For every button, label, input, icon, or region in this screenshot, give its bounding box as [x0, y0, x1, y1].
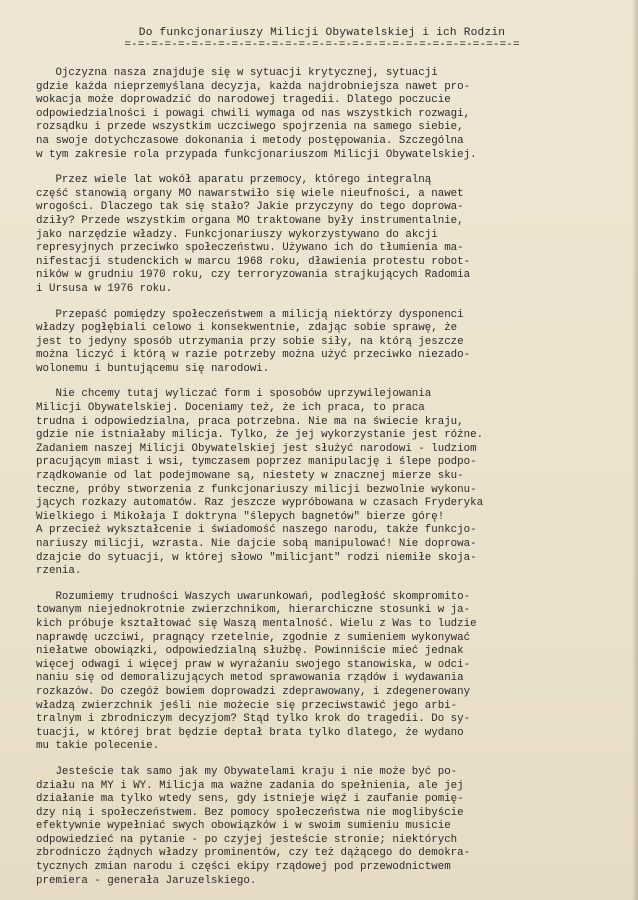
- text-line: wokacja może doprowadzić do narodowej tragedii. Dlatego poczucie: [36, 94, 451, 107]
- text-line: Ojczyzna nasza znajduje się w sytuacji krytycznej, sytuacji: [36, 67, 438, 79]
- text-line: działu na MY i WY. Milicja ma ważne zadania do spełnienia, ale jej: [36, 779, 464, 792]
- text-line: premiera - generała Jaruzelskiego.: [36, 874, 257, 887]
- text-line: Milicji Obywatelskiej. Doceniamy też, że ich praca, to praca: [36, 402, 425, 415]
- text-line: dziły? Przede wszystkim organa MO traktowane były instrumentalnie,: [36, 214, 464, 227]
- text-line: Wielkiego i Mikołaja I doktryna "ślepych bagnetów" bierze górę!: [36, 510, 445, 523]
- text-line: dzy nią i społeczeństwem. Bez pomocy społeczeństwa nie moglibyście: [36, 806, 464, 819]
- paragraph-3: [36, 309, 608, 377]
- title-underline: =-=-=-=-=-=-=-=-=-=-=-=-=-=-=-=-=-=-=-=-=-=-=-=-=-=-=-=-=-=: [124, 40, 520, 51]
- text-line: rządkowanie od lat podejmowane są, niestety w znacznej mierze sku-: [36, 470, 464, 483]
- paragraph-5: [36, 591, 608, 754]
- text-line: dzajcie do sytuacji, w której słowo "milicjant" rodzi niemiłe skoja-: [36, 551, 477, 564]
- text-line: kich próbuje kształtować się Waszą mentalność. Wielu z Was to ludzie: [36, 617, 477, 630]
- document-header: [36, 26, 608, 51]
- text-line: w tym zakresie rola przypada funkcjonariuszom Milicji Obywatelskiej.: [36, 148, 477, 161]
- text-line: efektywnie wypełniać swych obowiązków i w swoim sumieniu musicie: [36, 820, 451, 833]
- text-line: gdzie każda nieprzemyślana decyzja, każda najdrobniejsza nawet pro-: [36, 80, 471, 93]
- document-body: [36, 67, 608, 888]
- text-line: na swoje dotychczasowe dokonania i metody postępowania. Szczególna: [36, 134, 464, 147]
- text-line: jących rozkazy automatów. Raz jeszcze wypróbowana w czasach Fryderyka: [36, 497, 484, 510]
- text-line: wrogości. Dlaczego tak się stało? Jakie przyczyny do tego doprowa-: [36, 201, 464, 214]
- text-line: A przecież wykształcenie i świadomość naszego narodu, także funkcjo-: [36, 524, 477, 537]
- text-line: rozkazów. Do czegóż bowiem doprowadzi zdeprawowany, i zdegenerowany: [36, 685, 471, 698]
- text-line: pracującym miast i wsi, tymczasem poprzez manipulację i ślepe podpo-: [36, 456, 477, 469]
- text-line: władzą zwierzchnik jeśli nie możecie się przeciwstawić jego arbi-: [36, 699, 458, 712]
- text-line: odpowiedzieć na pytanie - po czyjej jesteście stronie; niektórych: [36, 833, 458, 846]
- text-line: niełatwe obowiązki, odpowiedzialną służbę. Powinniście mieć jednak: [36, 645, 464, 658]
- text-line: zbrodniczo żądnych władzy prominentów, czy też dążącego do demokra-: [36, 847, 471, 860]
- text-line: naniu się od demoralizujących metod sprawowania rządów i wydawania: [36, 672, 464, 685]
- text-line: nariuszy milicji, wzrasta. Nie dajcie sobą manipulować! Nie doprowa-: [36, 538, 477, 550]
- text-line: rozsądku i przede wszystkim uczciwego spojrzenia na samego siebie,: [36, 121, 464, 134]
- text-line: tralnym i zbrodniczym decyzjom? Stąd tylko krok do tragedii. Do sy-: [36, 713, 471, 726]
- text-line: represyjnych przeciwko społeczeństwu. Używano ich do tłumienia ma-: [36, 242, 464, 255]
- text-line: mu takie polecenie.: [36, 740, 160, 753]
- text-line: towanym niejednokrotnie zwierzchnikom, hierarchiczne stosunki w ja-: [36, 604, 471, 617]
- text-line: więcej odwagi i więcej praw w wyrażaniu swojego stanowiska, w odci-: [36, 658, 471, 671]
- text-line: Nie chcemy tutaj wyliczać form i sposobów uprzywilejowania: [36, 388, 432, 401]
- text-line: tuacji, w której brat będzie deptał brata tylko dlatego, że wydano: [36, 726, 464, 739]
- text-line: można liczyć i którą w razie potrzeby można użyć przeciwko niezado-: [36, 349, 471, 362]
- text-line: tycznych zmian narodu i części ekipy rządowej pod przewodnictwem: [36, 861, 451, 874]
- paper-edge-shadow: [632, 0, 638, 900]
- text-line: i Ursusa w 1976 roku.: [36, 282, 173, 295]
- text-line: naprawdę uczciwi, pragnący rzetelnie, zgodnie z sumieniem wykonywać: [36, 631, 471, 644]
- text-line: Jesteście tak samo jak my Obywatelami kraju i nie może być po-: [36, 765, 458, 778]
- text-line: Przez wiele lat wokół aparatu przemocy, którego integralną: [36, 174, 432, 187]
- text-line: odpowiedzialności i powagi chwili wymaga od nas wszystkich rozwagi,: [36, 107, 471, 120]
- text-line: Rozumiemy trudności Waszych uwarunkowań, podległość skompromito-: [36, 590, 471, 603]
- paragraph-1: [36, 67, 608, 162]
- text-line: jest to jedyny sposób utrzymania przy sobie siły, na którą jeszcze: [36, 335, 464, 348]
- paragraph-4: [36, 388, 608, 578]
- text-line: część stanowią organy MO nawarstwiło się wiele nieufności, a nawet: [36, 187, 464, 200]
- text-line: ników w grudniu 1970 roku, czy terroryzowania strajkujących Radomia: [36, 269, 471, 282]
- text-line: trudna i odpowiedzialna, praca potrzebna. Nie ma na świecie kraju,: [36, 415, 464, 428]
- paragraph-6: [36, 766, 608, 888]
- text-line: Przepaść pomiędzy społeczeństwem a milicją niektórzy dysponenci: [36, 308, 464, 321]
- paragraph-2: [36, 174, 608, 296]
- text-line: władzy pogłębiali celowo i konsekwentnie, zdając sobie sprawę, że: [36, 322, 458, 335]
- text-line: rzenia.: [36, 565, 82, 578]
- text-line: Zadaniem naszej Milicji Obywatelskiej jest służyć narodowi - ludziom: [36, 442, 477, 455]
- text-line: teczne, próby stworzenia z funkcjonariuszy milicji bezwolnie wykonu-: [36, 483, 477, 496]
- document-title: Do funkcjonariuszy Milicji Obywatelskiej i ich Rodzin: [138, 27, 506, 39]
- text-line: jako narzędzie władzy. Funkcjonariuszy wykorzystywano do akcji: [36, 228, 438, 241]
- text-line: wolonemu i buntującemu się narodowi.: [36, 362, 270, 375]
- text-line: gdzie nie istniałaby milicja. Tylko, że jej wykorzystanie jest różne.: [36, 429, 484, 442]
- text-line: nifestacji studenckich w marcu 1968 roku, dławienia protestu robot-: [36, 255, 471, 268]
- text-line: działanie ma tylko wtedy sens, gdy istnieje więź i zaufanie pomię-: [36, 793, 464, 806]
